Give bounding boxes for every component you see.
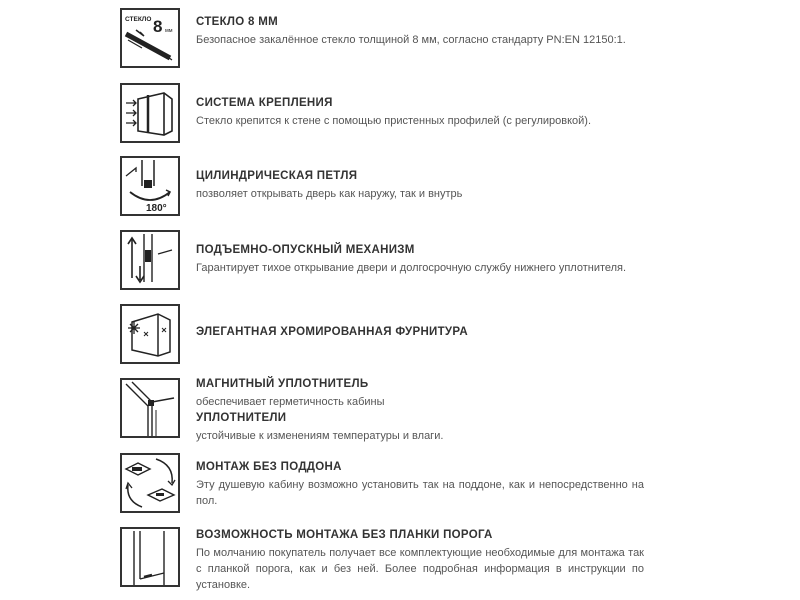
- feature-desc: Эту душевую кабину возможно установить так на поддоне, как и непосредственно на пол.: [196, 479, 644, 507]
- feature-subdesc: устойчивые к изменениям температуры и влаги.: [196, 430, 444, 442]
- feature-title: ПОДЪЕМНО-ОПУСКНЫЙ МЕХАНИЗМ: [196, 244, 415, 256]
- hinge-icon-label: 180°: [146, 203, 167, 214]
- feature-desc: Гарантирует тихое открывание двери и долгосрочную службу нижнего уплотнителя.: [196, 262, 627, 274]
- feature-desc: позволяет открывать дверь как наружу, так и внутрь: [196, 188, 463, 200]
- glass-icon-label: СТЕКЛО: [125, 16, 152, 23]
- feature-desc: Безопасное закалённое стекло толщиной 8 мм, согласно стандарту PN:EN 12150:1.: [196, 34, 626, 46]
- feature-title: ВОЗМОЖНОСТЬ МОНТАЖА БЕЗ ПЛАНКИ ПОРОГА: [196, 529, 493, 541]
- feature-title: ЦИЛИНДРИЧЕСКАЯ ПЕТЛЯ: [196, 170, 358, 182]
- feature-desc: Стекло крепится к стене с помощью пристенных профилей (с регулировкой).: [196, 115, 592, 127]
- glass-icon-number: 8: [153, 17, 163, 36]
- chrome-fittings-icon: [120, 304, 180, 364]
- feature-desc: обеспечивает герметичность кабины: [196, 396, 385, 408]
- feature-title: СТЕКЛО 8 ММ: [196, 16, 278, 28]
- threshold-icon: [120, 527, 180, 587]
- magnetic-seal-icon: [120, 378, 180, 438]
- hinge-180-icon: [120, 156, 180, 216]
- wall-profile-icon: [120, 83, 180, 143]
- glass-icon-unit: мм: [165, 28, 173, 34]
- glass-thickness-icon: [120, 8, 180, 68]
- feature-title: СИСТЕМА КРЕПЛЕНИЯ: [196, 97, 333, 109]
- feature-subtitle: УПЛОТНИТЕЛИ: [196, 412, 287, 424]
- feature-desc: По молчанию покупатель получает все комплектующие необходимые для монтажа так с планкой порога, как и без ней. Более подробная информация в инструкции по установке.: [196, 547, 644, 591]
- feature-title: ЭЛЕГАНТНАЯ ХРОМИРОВАННАЯ ФУРНИТУРА: [196, 326, 468, 338]
- feature-title: МОНТАЖ БЕЗ ПОДДОНА: [196, 461, 342, 473]
- tray-install-icon: [120, 453, 180, 513]
- feature-title: МАГНИТНЫЙ УПЛОТНИТЕЛЬ: [196, 378, 369, 390]
- lift-mechanism-icon: [120, 230, 180, 290]
